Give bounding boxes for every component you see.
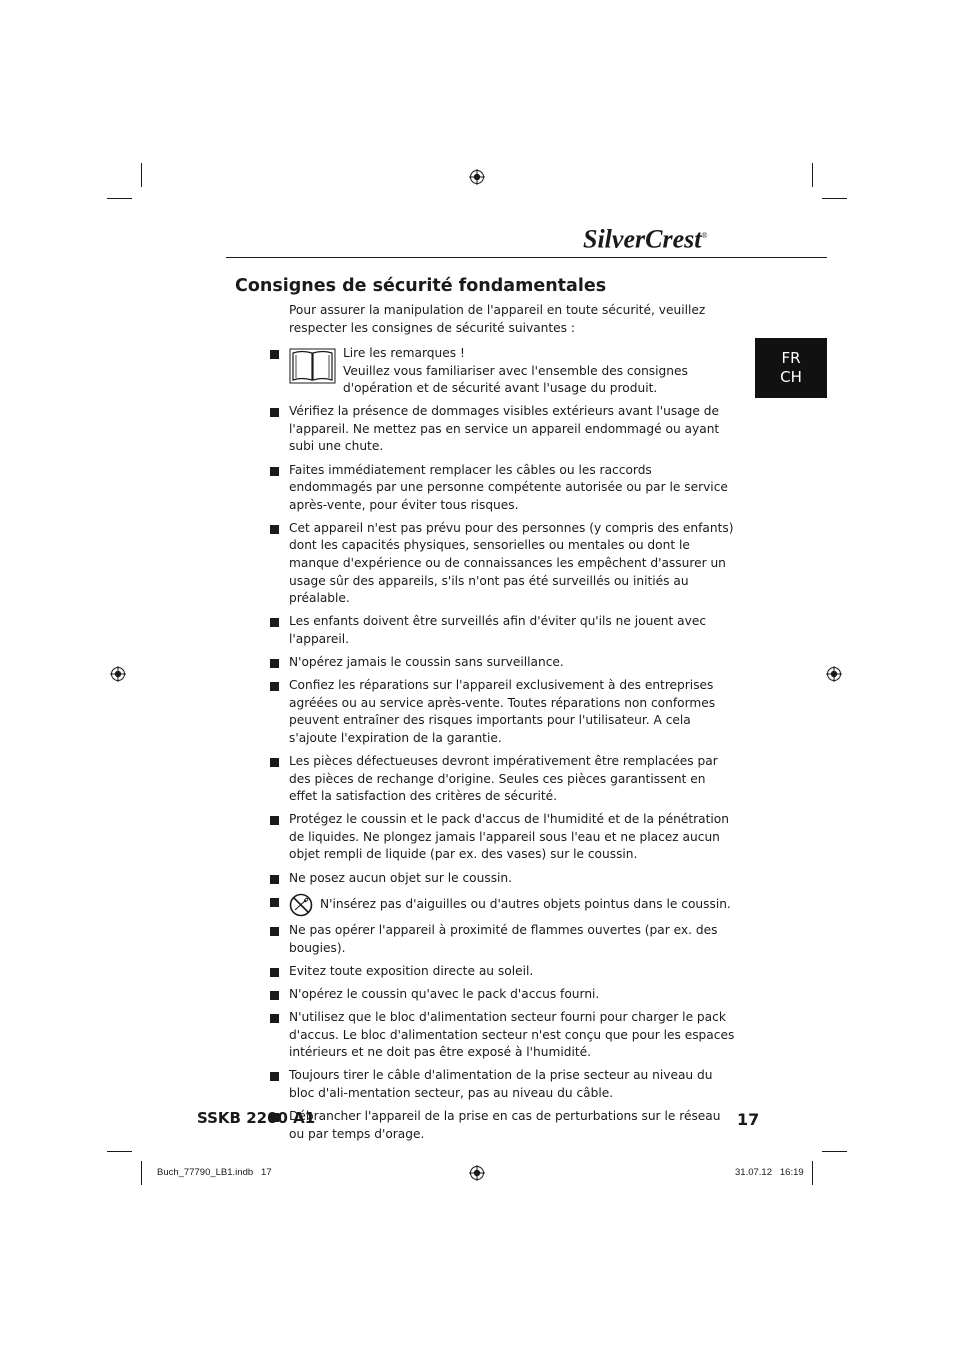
registration-mark-icon (110, 666, 126, 682)
list-item-text: Ne pas opérer l'appareil à proximité de flammes ouvertes (par ex. des bougies). (289, 923, 718, 955)
list-item (270, 345, 740, 398)
registration-mark-icon (826, 666, 842, 682)
list-item-text: Confiez les réparations sur l'appareil exclusivement à des entreprises agréées ou au service après-vente. Toutes réparations non conformes peuvent entraîner des risques importants pour l'utilisateur. A cela s'ajoute l'expiration de la garantie. (289, 678, 716, 745)
list-item-text: Lire les remarques ! Veuillez vous familiariser avec l'ensemble des consignes d'opération et de sécurité avant l'usage du produit. (343, 346, 688, 396)
list-item-text: N'opérez le coussin qu'avec le pack d'accus fourni. (289, 986, 600, 1001)
list-item-text: Les pièces défectueuses devront impérativement être remplacées par des pièces de rechange d'origine. Seules ces pièces garantissent en effet la satisfaction des critères de sécurité. (289, 753, 718, 804)
bullet-square-icon (270, 875, 279, 884)
list-item (270, 462, 740, 515)
model-number: SSKB 2200 A1 (197, 1109, 316, 1127)
language-tab (755, 338, 827, 398)
list-item-text: Evitez toute exposition directe au soleil. (289, 963, 534, 978)
registration-mark-icon (469, 169, 485, 185)
list-item (270, 520, 740, 608)
bullet-square-icon (270, 408, 279, 417)
read-manual-icon (289, 347, 336, 385)
crop-mark (822, 1151, 847, 1152)
language-tab-fr: FR (781, 349, 801, 367)
list-item (270, 922, 740, 957)
bullet-square-icon (270, 816, 279, 825)
brand-logo (583, 221, 763, 254)
bullet-square-icon (270, 968, 279, 977)
bullet-square-icon (270, 927, 279, 936)
bullet-square-icon (270, 991, 279, 1000)
no-needles-icon (289, 893, 313, 917)
list-item (270, 870, 740, 888)
list-item-text: Faites immédiatement remplacer les câbles ou les raccords endommagés par une personne compétente autorisée ou par le service après-vente, pour éviter tous risques. (289, 462, 728, 512)
header-rule (226, 257, 827, 258)
list-item (270, 811, 740, 864)
crop-mark (822, 198, 847, 199)
crop-mark (141, 1161, 142, 1185)
bullet-square-icon (270, 618, 279, 627)
crop-mark (107, 198, 132, 199)
list-item (270, 654, 740, 672)
crop-mark (812, 1161, 813, 1185)
bullet-square-icon (270, 525, 279, 534)
list-item-text: N'insérez pas d'aiguilles ou d'autres objets pointus dans le coussin. (320, 896, 731, 911)
bullet-square-icon (270, 898, 279, 907)
section-intro: Pour assurer la manipulation de l'appareil en toute sécurité, veuillez respecter les consignes de sécurité suivantes : (289, 303, 706, 335)
print-slug-datetime: 31.07.12 16:19 (735, 1167, 804, 1178)
list-item (270, 986, 740, 1004)
list-item-text: Protégez le coussin et le pack d'accus de l'humidité et de la pénétration de liquides. Ne plongez jamais l'appareil sous l'eau et ne placez aucun objet rempli de liquide (par ex. des vases) sur le coussin. (289, 812, 729, 862)
bullet-square-icon (270, 350, 279, 359)
bullet-square-icon (270, 1014, 279, 1023)
list-item-text: Ne posez aucun objet sur le coussin. (289, 870, 513, 885)
list-item (270, 1108, 740, 1143)
crop-mark (812, 163, 813, 187)
bullet-square-icon (270, 758, 279, 767)
list-item (270, 1009, 740, 1062)
list-item-text: Cet appareil n'est pas prévu pour des personnes (y compris des enfants) dont les capacités physiques, sensorielles ou mentales ou dont le manque d'expérience ou de connaissances les empêchent d'assurer un usage sûr des appareils, s'ils n'ont pas été surveillés ou initiés au préalable. (289, 520, 734, 606)
list-item (270, 1067, 740, 1102)
list-item-text: Débrancher l'appareil de la prise en cas de perturbations sur le réseau ou par temps d'orage. (289, 1108, 721, 1141)
list-item (270, 753, 740, 806)
list-item-text: Vérifiez la présence de dommages visibles extérieurs avant l'usage de l'appareil. Ne mettez pas en service un appareil endommagé ou ayant subi une chute. (289, 404, 720, 454)
section-title: Consignes de sécurité fondamentales (235, 276, 607, 296)
safety-list (270, 345, 740, 1149)
bullet-square-icon (270, 1072, 279, 1081)
list-item (270, 677, 740, 747)
crop-mark (107, 1151, 132, 1152)
print-slug-file: Buch_77790_LB1.indb 17 (157, 1167, 272, 1178)
list-item-text: Les enfants doivent être surveillés afin d'éviter qu'ils ne jouent avec l'appareil. (289, 614, 707, 646)
registered-mark: ® (701, 231, 708, 240)
brand-logo-text: SilverCrest (583, 224, 702, 254)
bullet-square-icon (270, 682, 279, 691)
page-number: 17 (737, 1110, 760, 1129)
list-item-text: N'utilisez que le bloc d'alimentation secteur fourni pour charger le pack d'accus. Le bloc d'alimentation secteur n'est conçu que pour les espaces intérieurs et ne doit pas être exposé à l'humidité. (289, 1010, 735, 1060)
list-item (270, 893, 740, 917)
bullet-square-icon (270, 659, 279, 668)
list-item-text: N'opérez jamais le coussin sans surveillance. (289, 655, 564, 669)
bullet-square-icon (270, 467, 279, 476)
list-item (270, 403, 740, 456)
list-item-text: Toujours tirer le câble d'alimentation de la prise secteur au niveau du bloc d'ali-mentation secteur, pas au niveau du câble. (289, 1068, 713, 1100)
list-item (270, 963, 740, 981)
list-item (270, 613, 740, 648)
crop-mark (141, 163, 142, 187)
registration-mark-icon (469, 1165, 485, 1181)
language-tab-ch: CH (780, 368, 802, 386)
